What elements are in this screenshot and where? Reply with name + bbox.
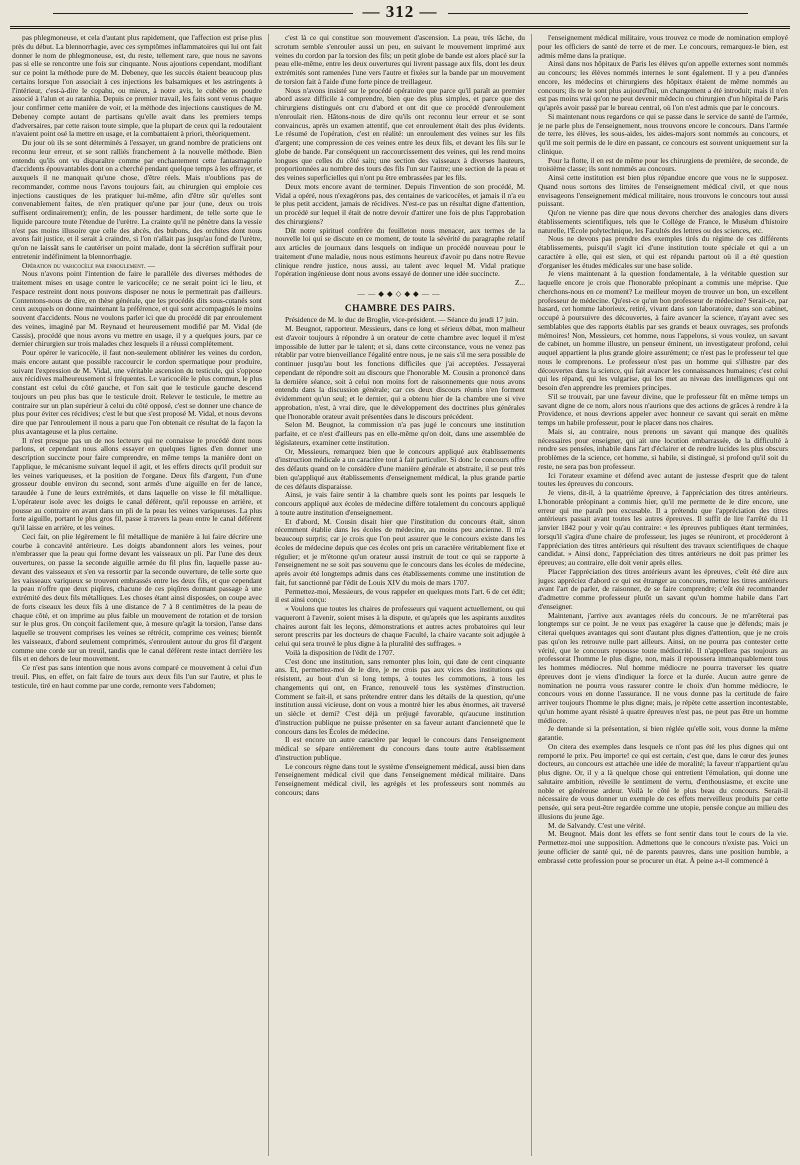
- paragraph: Ici l'orateur examine et défend avec autant de justesse d'esprit que de talent toutes les épreuves du concours.: [538, 470, 788, 489]
- paragraph: « Voulons que toutes les chaires de professeurs qui vaquent actuellement, ou qui vaqueront à l'avenir, soient mises à la dispute, et qu'après que les aspirants auxdites chaires auront fait les leçons, démonstrations et autres actes probatoires qui leur seront prescrits par les docteurs de chaque Faculté, la chaire vacante soit adjugée à celui qui sera trouvé le plus digne à la pluralité des suffrages. »: [275, 604, 525, 648]
- paragraph: Il n'est presque pas un de nos lecteurs qui ne connaisse le procédé dont nous parlons, et cependant nous allons essayer en quelques lignes d'en donner une description succincte pour faire comprendre, en même temps la manière dont on l'applique, le mécanisme suivant lequel il agit, et les effets directs qu'il produit sur les veines variqueuses, et la position de l'organe. Deux fils d'argent, l'un d'une grosseur double environ du second, sont armés d'une aiguille en fer de lance, taraudée à l'une de leurs extrémités, et dans laquelle on visse le fil métallique. L'opérateur isole avec les doigts le canal déférent, qu'il repousse en arrière, et pousse au contraire en avant dans un pli de la peau les veines variqueuses. La plus forte aiguille, portant le plus gros fil, passe à travers la peau entre le canal déférent qu'il laisse en arrière, et les veines.: [12, 435, 262, 532]
- paragraph: Voilà la disposition de l'édit de 1707.: [285, 647, 395, 657]
- signature: Z...: [514, 278, 525, 287]
- paragraph: Je viens, dit-il, à la quatrième épreuve, à l'appréciation des titres antérieurs. L'honorable préopinant a commis hier, qu'il me permette de le dire encore, une erreur qui me paraît peu excusable. Il a prétendu que l'appréciation des titres antérieurs passait avant toutes les autres épreuves. Il suffit de lire l'arrêté du 11 janvier 1842 pour y voir qu'au contraire: « les épreuves publiques étant terminées, lorsqu'il s'agira d'une chaire de professeur, les juges se réuniront, et procéderont à l'appréciation des titres antérieurs qui résultent des travaux scientifiques de chaque candidat. » Ainsi donc, l'appréciation des titres antérieurs ne doit pas primer les épreuves; au contraire, elle doit venir après elles.: [538, 488, 788, 567]
- paragraph: Deux mots encore avant de terminer. Depuis l'invention de son procédé, M. Vidal a opéré, nous n'exagérons pas, des centaines de varicocèles, et jamais il n'a eu le plus petit accident, jamais de récidives. N'est-ce pas un résultat digne d'attention, un procédé sur lequel il était de notre devoir d'attirer une fois de plus l'approbation des chirurgiens?: [275, 181, 525, 226]
- paragraph: Nous n'avons insisté sur le procédé opératoire que parce qu'il paraît au premier abord assez difficile à comprendre, bien que des plus simples, et parce que des chirurgiens distingués ont cru d'abord et ont dit que ce procédé d'enroulement n'enroulait rien. Hâtons-nous de dire qu'ils ont reconnu leur erreur et se sont convaincus, après un examen attentif, que cet enroulement était des plus évidents. Le résumé de l'opération, c'est en réalité: un enroulement des veines sur les fils d'argent; une compression de ces veines entre les deux fils, et devant les fils sur le globe de bande. Par conséquent un raccourcissement des veines, qui les rend moins longues que celles du côté sain; une section des vaisseaux à diverses hauteurs, proportionnées au nombre des tours des fils l'un sur l'autre; une section de la peau et des veines superficielles qui n'ont pu être embrassées par les fils.: [275, 85, 525, 182]
- paragraph: Maintenant, j'arrive aux avantages réels du concours. Je ne m'arrêterai pas longtemps sur ce point. Je ne veux pas exagérer la cause que je défends; mais je citerai quelques avantages qui sont d'autant plus dignes d'attention, que je ne crois pas qu'on les retrouve nulle part ailleurs. Ainsi, on ne pourra pas contester cette vérité, que le concours repousse toute médiocrité. Il n'appellera pas toujours au professorat l'homme le plus digne, non, mais il repoussera immanquablement tous les hommes médiocres. Nul homme médiocre ne pourra traverser les quatre épreuves dont je viens d'indiquer la force et la durée. Aucun autre genre de nomination ne pourra vous rassurer contre le choix d'un homme médiocre, le concours vous en donne l'assurance. Il ne vous donne pas la certitude de faire arriver toujours l'homme le plus digne; mais, je répète cette assertion incontestable, qu'un homme ayant résisté à quatre épreuves n'est pas, ne peut pas être un homme médiocre.: [538, 610, 788, 725]
- paragraph: Placer l'appréciation des titres antérieurs avant les épreuves, c'eût été dire aux juges: appréciez d'abord ce qui est étranger au concours, mettez les titres antérieurs avant l'art de parler, de raisonner, de se faire comprendre; c'eût été recommander d'admettre comme professeur plutôt un savant qu'un homme habile dans l'art d'enseigner.: [538, 566, 788, 611]
- paragraph: Si maintenant nous regardons ce qui se passe dans le service de santé de l'armée, je ne parle plus de l'enseignement, nous trouvons encore le concours. Dans l'armée de terre, les élèves, les sous-aides, les aides-majors sont nommés au concours, et qu'il me soit permis de le dire en passant, ce concours est souvent uniquement sur la clinique.: [538, 111, 788, 156]
- column-1: [12, 34, 262, 1160]
- paragraph: Ce n'est pas sans intention que nous avons comparé ce mouvement à celui d'un treuil. Plus, en effet, on fait faire de tours aux deux fils l'un sur l'autre, et plus le testicule, tiré en haut comme par une corde, remonte vers l'abdomen;: [12, 663, 262, 690]
- paragraph: S'il se trouvait, par une faveur divine, que le professeur fût en même temps un savant digne de ce nom, alors nous n'aurions que des actions de grâces à rendre à la Providence, et nous devrions appeler avec honneur ce savant qui serait en même temps un habile professeur, pour le placer dans nos chaires.: [538, 391, 788, 427]
- column-divider: [531, 34, 532, 1156]
- paragraph: Permettez-moi, Messieurs, de vous rappeler en quelques mots l'art. 6 de cet édit; il est ainsi conçu:: [275, 586, 525, 605]
- column-divider: [268, 34, 269, 1156]
- paragraph: Du jour où ils se sont déterminés à l'essayer, un grand nombre de praticiens ont reconnu leur erreur, et se sont ralliés franchement à la nouvelle méthode. Bien entendu qu'ils ont vu disparaître comme par enchantement cette fantasmagorie d'accidents épouvantables dont on a cherché pendant quelque temps à les effrayer, et auxquels il ne manquait qu'une chose, d'être réels. Mais n'oublions pas de recommander, comme nous l'avons toujours fait, au chirurgien qui emploie ces injections caustiques de les pratiquer lui-même, afin d'être sûr qu'elles sont convenablement faites, de n'en pratiquer qu'une par jour (une, deux ou trois suffisent ordinairement); enfin, de les pousser hardiment, de telle sorte que le liquide parcoure toute l'étendue de l'urètre. La crainte qu'il ne pénètre dans la vessie n'est pas moins illusoire que celle des abcès, des bubons, des orchites dont nous avons fait justice, et il serait à craindre, si l'on n'allait pas jusqu'au fond de l'urètre, qu'on ne laissât sans le cautériser un point malade, dont la sécrétion suffirait pour entretenir indéfiniment la blennorrhagie.: [12, 138, 262, 261]
- paragraph: Pour la flotte, il en est de même pour les chirurgiens de première, de seconde, de troisième classe; ils sont nommés au concours.: [538, 155, 788, 174]
- paragraph: c'est là ce qui constitue son mouvement d'ascension. La peau, très lâche, du scrotum semble s'enrouler aussi un peu, en suivant le mouvement imprimé aux veines du cordon par la torsion des fils; un petit globe de bande est alors placé sur la peau elle-même, entre les deux ouvertures qui livrent passage aux fils, dont les deux extrémités sont ramenées l'une vers l'autre et fixées sur la bande par un mouvement de torsion fait à l'aide d'une forte pince de treillageur.: [275, 34, 525, 86]
- paragraph: M. Beugnot. Mais dont les effets se font sentir dans tout le cours de la vie. Permettez-moi une supposition. Admettons que le concours n'existe pas. Voici un jeune officier de santé qui, né de parents pauvres, dans une position humble, a embrassé cette profession pour se procurer un état. À peine a-t-il commencé à: [538, 829, 788, 865]
- paragraph: Pour opérer le varicocèle, il faut non-seulement oblitérer les veines du cordon, mais encore autant que possible raccourcir le cordon spermatique pour produire, suivant l'expression de M. Vidal, une véritable ascension du testicule, qui s'oppose aux récidives malheureusement si fréquentes. Le varicocèle le plus commun, le plus constant est celui du côté gauche, et l'on sait que le testicule gauche descend toujours un peu plus bas que le testicule droit. Relever le testicule, le mettre au contraire sur un plan supérieur à celui du côté opposé, c'est se donner une chance de plus pour éviter ces récidives; c'est le but que s'est proposé M. Vidal, et nous devons dire que par l'enroulement il nous a paru que l'on obtenait ce résultat de la façon la plus avantageuse et la plus certaine.: [12, 348, 262, 436]
- paragraph: M. de Salvandy. C'est une vérité.: [548, 820, 646, 830]
- header-rule: [10, 26, 790, 29]
- paragraph: pas phlegmoneuse, et cela d'autant plus rapidement, que l'affection est prise plus près du début. La blennorrhagie, avec ces symptômes inflammatoires qui lui ont fait donner le nom de phlegmoneuse, est, du reste, tellement rare, que nous ne savons pas si elle se rencontre une fois sur cinquante. Nous ajoutions cependant, modifiant sur ce point la méthode pure de M. Debeney, que les succès étaient beaucoup plus certains lorsque l'on associait à ces injections les balsamiques et les astringents à l'intérieur, c'est-à-dire le copahu, ou mieux, à notre avis, le cubèbe en poudre associé à l'alun et au ratanhia. Depuis ce premier travail, les faits sont venus chaque jour confirmer cette manière de voir, et la méthode des injections caustiques de M. Debeney compte autant de partisans qu'elle avait dans les premiers temps d'adversaires, par cette raison toute simple, que la plupart de ceux qui la redoutaient n'avaient point osé la mettre en usage, et la combattaient à priori, théoriquement.: [12, 34, 262, 139]
- paragraph: C'est donc une institution, sans remonter plus loin, qui date de cent cinquante ans. Et, permettez-moi de le dire, je ne crois pas aux vices des institutions qui résistent, au bout d'un si long temps, à toutes les commotions, à tous les changements qui ont, en France, renouvelé tous les systèmes d'instruction. Comment se fait-il, et sans prétendre entrer dans les détails de la question, qu'une institution aussi vicieuse, dont on vous a montré hier les abus énormes, ait traversé un siècle et demi? C'est déjà un préjugé favorable, qu'aucune institution d'instruction publique ne puisse présenter en sa faveur autant d'ancienneté que le concours dans les Écoles de médecine.: [275, 656, 525, 736]
- paragraph: On citera des exemples dans lesquels ce n'ont pas été les plus dignes qui ont remporté le prix. Peu importe! ce qui est certain, c'est que, dans le cœur des jeunes docteurs, au concours est attachée une idée de moralité; la faveur n'appartient qu'au plus digne. Or, il y a là quelque chose qui entretient l'émulation, qui donne une salutaire ambition, réveille le sentiment de vertu, d'enthousiasme, et excite une noble et généreuse ardeur. Voilà le côté le plus beau du concours. Serait-il nécessaire de vous donner un exemple de ces effets merveilleux produits par cette pensée, qui sera peut-être regardée comme une utopie, pensée conçue au milieu des illusions du jeune âge.: [538, 741, 788, 821]
- paragraph: l'enseignement médical militaire, vous trouvez ce mode de nomination employé pour les officiers de santé de terre et de mer. Le concours, remarquez-le bien, est admis même dans la pratique.: [538, 34, 788, 60]
- paragraph: Qu'on ne vienne pas dire que nous devons chercher des analogies dans divers établissements scientifiques, tels que le Collège de France, le Muséum d'histoire naturelle, l'École polytechnique, les Facultés des lettres ou des sciences, etc.: [538, 208, 788, 235]
- paragraph: Ceci fait, on plie légèrement le fil métallique de manière à lui faire décrire une courbe à concavité antérieure. Les doigts abandonnent alors les veines, pour n'embrasser que la peau qui forme devant les vaisseaux un pli. Par l'une des deux ouvertures, on passe la seconde aiguille armée du fil plus fin, laquelle passe au-devant des vaisseaux et s'en va ressortir par la seconde ouverture, de telle sorte que les vaisseaux variqueux se trouvent embrassés entre les deux fils, et que cependant la peau n'offre que deux piqûres, chacune de ces piqûres donnant passage à une extrémité des deux fils métalliques. Les choses étant ainsi disposées, on coupe avec de forts ciseaux les deux fils à une distance de 7 à 8 centimètres de la peau de chaque côté, et on imprime au plus faible un mouvement de rotation et de torsion sur le plus gros. On conçoit facilement que, à mesure qu'agit la torsion, l'anse dans laquelle se trouvent comprises les veines se rétrécit, comprime ces veines; bientôt les vaisseaux, d'abord seulement comprimés, s'enroulent autour du gros fil d'argent comme une corde sur un treuil, tandis que le canal déférent reste intact derrière les fils et en dehors de leur mouvement.: [12, 531, 262, 664]
- paragraph: Je demande si la présentation, si bien réglée qu'elle soit, vous donne la même garantie.: [538, 724, 788, 742]
- paragraph: Ainsi dans nos hôpitaux de Paris les élèves qu'on appelle externes sont nommés au concours; les élèves nommés internes le sont également. Il y a peu d'années encore, les médecins et chirurgiens des hôpitaux étaient de même nommés au concours; ils ne le sont plus aujourd'hui, un changement a été introduit; mais il n'en est pas moins vrai qu'on ne peut devenir médecin ou chirurgien d'un hôpital de Paris qu'après avoir passé par le bureau central, où l'on n'est admis que par le concours.: [538, 59, 788, 112]
- paragraph: Le concours règne dans tout le système d'enseignement médical, aussi bien dans l'enseignement médical civil que dans l'enseignement médical militaire. Dans l'enseignement médical civil, les agrégés et les professeurs sont nommés au concours; dans: [275, 761, 525, 797]
- paragraph: Ainsi, je vais faire sentir à la chambre quels sont les points par lesquels le concours appliqué aux écoles de médecine diffère totalement du concours appliqué à toute autre institution d'enseignement.: [275, 490, 525, 517]
- session-subheading: Présidence de M. le duc de Broglie, vice-président. — Séance du jeudi 17 juin.: [285, 315, 519, 325]
- paragraph: Selon M. Beugnot, la commission n'a pas jugé le concours une institution parfaite, et ce n'est d'ailleurs pas en elle-même qu'on doit, dans une assemblée de législateurs, examiner cette institution.: [275, 420, 525, 447]
- paragraph: Et d'abord, M. Cousin disait hier que l'institution du concours était, sinon récemment établie dans les écoles de médecine, au moins peu ancienne. Il m'a beaucoup surpris; car je crois que l'on peut assurer que le concours existe dans les écoles de médecine depuis que ces écoles ont pris un caractère véritablement fixe et régulier; et je m'étonne qu'un orateur aussi instruit de tout ce qui se rapporte à l'enseignement ne se soit pas souvenu que le concours dans les écoles de médecine, après avoir été longtemps admis dans ces établissements comme une institution de fait, fut sanctionné par l'édit de Louis XIV du mois de mars 1707.: [275, 516, 525, 587]
- paragraph: Il est encore un autre caractère par lequel le concours dans l'enseignement médical se sépare entièrement du concours dans toute autre établissement d'instruction publique.: [275, 735, 525, 762]
- paragraph: Ainsi cette institution est bien plus répandue encore que vous ne le supposez. Quand nous sortons des limites de l'enseignement médical civil, et que nous envisageons l'enseignement médical militaire, nous trouvons le concours tout aussi puissant.: [538, 173, 788, 209]
- paragraph: Je viens maintenant à la question fondamentale, à la véritable question sur laquelle encore je crois que l'honorable préopinant a commis une méprise. Que cherchons-nous en ce moment? Le meilleur moyen de trouver un bon, un excellent professeur de médecine. Qu'est-ce qu'un bon professeur de médecine? Serait-ce, par hasard, cet homme laborieux, retiré, vivant dans son laboratoire, dans son cabinet, occupé à poursuivre des découvertes, à faire avancer la science, n'ayant avec ses semblables que des rapports établis par ses grands et beaux ouvrages, ses profonds mémoires! Non, Messieurs, cet homme, nous l'appelons, si vous voulez, un savant de cabinet, un homme illustre, un penseur éminent, un investigateur profond, celui auquel appartient la plus grande gloire assurément; ce n'est pas le professeur tel que nous le comprenons. Le professeur n'est pas un homme qui s'illustre par des découvertes dans la science, qui fait avancer les connaissances humaines; c'est celui qui les répand, qui les vulgarise, qui les met au niveau des intelligences qui ont besoin d'en apprendre les premiers principes.: [538, 269, 788, 392]
- ornament-divider: ——◆◆◇◆◆——: [357, 288, 443, 298]
- paragraph: Nous ne devons pas prendre des exemples tirés du régime de ces différents établissements, puisqu'il s'agit ici d'une institution toute spéciale et qui a un caractère à elle, qui est sien, et qui est répandu partout où il a été question d'organiser les études médicales sur une base solide.: [538, 234, 788, 270]
- paragraph: Nous n'avons point l'intention de faire le parallèle des diverses méthodes de traitement mises en usage contre le varicocèle; ce ne serait point ici le lieu, et l'espace restreint dont nous pouvons disposer ne nous le permettrait pas d'ailleurs. Contentons-nous de dire, en thèse générale, que les procédés dits sous-cutanés sont ceux auxquels on donne maintenant la préférence, et qui sont accompagnés le moins souvent d'accidents. Nous ne voulons parler ici que du procédé dit par enroulement des veines, imaginé par M. Reynaud et heureusement modifié par M. Vidal (de Cassis), procédé que nous avons vu mettre en usage, il y a quelques jours, par ce dernier chirurgien sur trois malades chez lesquels il a réussi complètement.: [12, 269, 262, 349]
- paragraph: M. Beugnot, rapporteur. Messieurs, dans ce long et sérieux débat, mon malheur est d'avoir toujours à répondre à un orateur de cette chambre avec lequel il m'est impossible de lutter par le talent; et si, dans cette circonstance, vous ne venez pas rétablir par votre bienveillance l'égalité entre nous, je ne sais s'il me sera possible de continuer jusqu'au bout les fonctions difficiles que j'ai acceptées. J'essayerai cependant de répondre soit au discours que l'honorable M. Cousin a prononcé dans la dernière séance, soit à celui non moins fort de raisonnements que nous avons entendu dans la discussion générale; car ces deux discours réunis n'en forment évidemment qu'un seul; et le dernier, qui a obtenu hier de la chambre une si vive approbation, n'est, à vrai dire, que le développement des doctrines plus générales que l'honorable orateur avait présentées dans le discours précédent.: [275, 324, 525, 421]
- section-heading-label: Opération du varicocèle par enroulement. —: [22, 260, 155, 270]
- paragraph: Dût notre spirituel confrère du feuilleton nous menacer, aux termes de la nouvelle loi qui se discute en ce moment, de toute la sévérité du paragraphe relatif aux articles de journaux dans lesquels on indique un procédé nouveau pour le traitement d'une maladie, nous nous estimons heureux d'avoir pu dans notre Revue clinique rendre justice, nous aussi, au talent avec lequel M. Vidal pratique l'opération ingénieuse dont nous avons essayé de donner une idée succincte.: [275, 225, 525, 279]
- column-3: [538, 34, 788, 1160]
- paragraph: Or, Messieurs, remarquez bien que le concours appliqué aux établissements d'instruction médicale a un caractère tout à fait particulier. Si donc le concours offre des défauts quand on le considère d'une manière générale et abstraite, il se peut très bien qu'appliqué aux établissements d'enseignement médical, la plus grande partie de ces défauts disparaisse.: [275, 446, 525, 491]
- section-heading-chambre: CHAMBRE DES PAIRS.: [344, 303, 456, 314]
- paragraph: Mais si, au contraire, nous prenons un savant qui manque des qualités nécessaires pour enseigner, qui ait une locution embarrassée, de la difficulté à rendre ses pensées, inhabile dans l'art d'éclairer et de rendre lucides les plus obscurs problèmes de la science, cet homme, si habile, si distingué, si profond qu'il soit du reste, ne sera pas bon professeur.: [538, 426, 788, 471]
- page-number: — 312 —: [0, 2, 800, 22]
- column-2: [275, 34, 525, 1160]
